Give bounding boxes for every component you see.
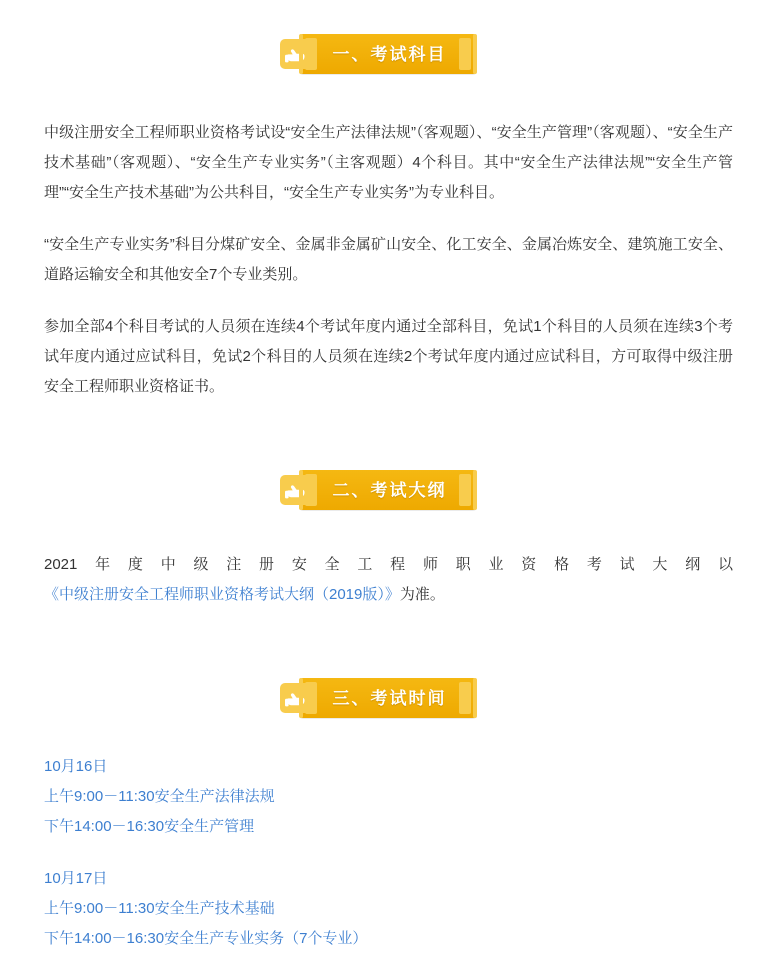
section-title: 二、考试大纲 [332,480,447,500]
schedule-day [44,864,731,954]
ribbon-left-end [305,38,317,70]
ribbon-right-end [459,682,471,714]
schedule-slot: 下午14:00－16:30安全生产专业实务（7个专业） [44,930,368,947]
section-banner-subjects [0,34,775,74]
outline-text-prefix: 2021年度中级注册安全工程师职业资格考试大纲以 [44,556,733,573]
spacer [0,632,775,678]
banner [299,470,477,510]
paragraph [44,550,733,610]
ribbon-left-end [305,474,317,506]
spacer [0,510,775,550]
section-subjects-content [0,118,775,402]
paragraph: “安全生产专业实务”科目分煤矿安全、金属非金属矿山安全、化工安全、金属冶炼安全、建筑施工安全、道路运输安全和其他安全7个专业类别。 [44,236,733,283]
schedule-slot: 上午9:00－11:30安全生产法律法规 [44,788,275,805]
banner [299,34,477,74]
outline-text-suffix: 为准。 [399,586,445,603]
schedule-date: 10月17日 [44,870,108,887]
spacer [0,74,775,118]
section-banner-schedule [0,678,775,718]
section-title: 三、考试时间 [332,688,447,708]
section-schedule-content [0,752,775,954]
section-outline-content [0,550,775,610]
schedule-day [44,752,731,842]
top-spacer [0,0,775,34]
section-title: 一、考试科目 [332,44,447,64]
ribbon-right-end [459,474,471,506]
banner [299,678,477,718]
ribbon-left-end [305,682,317,714]
spacer [0,424,775,470]
spacer [0,718,775,752]
schedule-slot: 上午9:00－11:30安全生产技术基础 [44,900,275,917]
paragraph: 中级注册安全工程师职业资格考试设“安全生产法律法规”（客观题）、“安全生产管理”（客观题）、“安全生产技术基础”（客观题）、“安全生产专业实务”（主客观题）4个科目。其中“安全生产法律法规”“安全生产管理”“安全生产技术基础”为公共科目，“安全生产专业实务”为专业科目。 [44,124,733,201]
schedule-date: 10月16日 [44,758,108,775]
exam-outline-link[interactable]: 《中级注册安全工程师职业资格考试大纲（2019版）》 [44,586,400,603]
schedule-slot: 下午14:00－16:30安全生产管理 [44,818,255,835]
section-banner-outline [0,470,775,510]
paragraph: 参加全部4个科目考试的人员须在连续4个考试年度内通过全部科目，免试1个科目的人员须在连续3个考试年度内通过应试科目，免试2个科目的人员须在连续2个考试年度内通过应试科目，方可取得中级注册安全工程师职业资格证书。 [44,318,733,395]
ribbon-right-end [459,38,471,70]
